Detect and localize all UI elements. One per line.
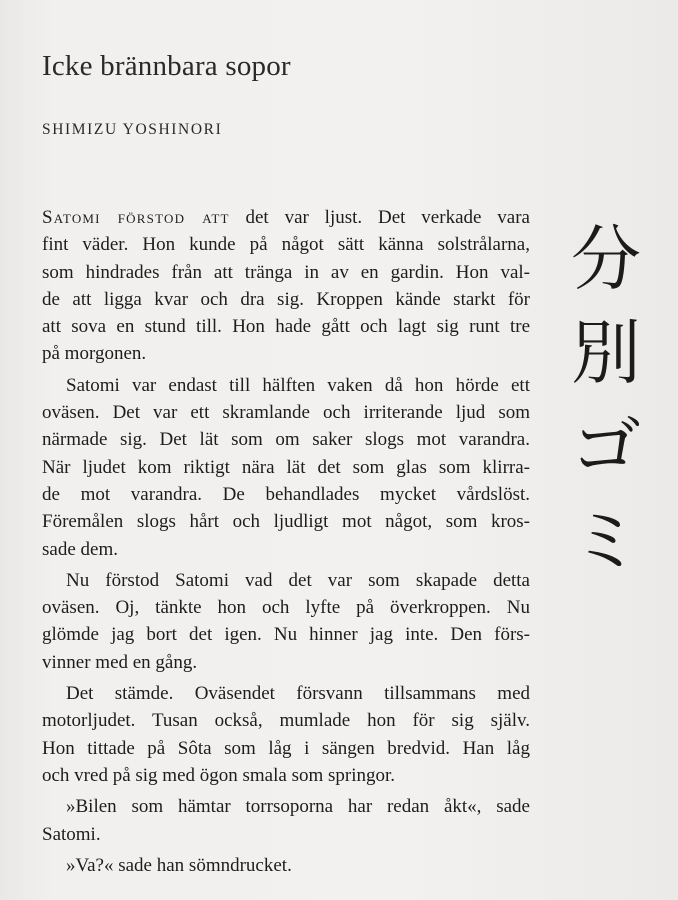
text-line: och vred på sig med ögon smala som springor. <box>42 764 396 786</box>
text-line: att sova en stund till. Hon hade gått och lagt sig runt tre <box>42 316 530 338</box>
text-line: Det stämde. Oväsendet försvann tillsammans med <box>66 683 530 705</box>
text-line: Satomi förstod att det var ljust. Det verkade vara <box>42 207 530 228</box>
text-line: som hindrades från att tränga in av en gardin. Hon val- <box>42 261 530 283</box>
text-line: oväsen. Oj, tänkte hon och lyfte på överkroppen. Nu <box>42 597 530 619</box>
text-line: på morgonen. <box>42 343 147 365</box>
paragraph <box>42 793 530 848</box>
text-line: de att ligga kvar och dra sig. Kroppen kände starkt för <box>42 288 530 310</box>
paragraph <box>42 204 530 368</box>
text-line: Hon tittade på Sôta som låg i sängen bredvid. Han låg <box>42 737 530 759</box>
text-line: Satomi var endast till hälften vaken då hon hörde ett <box>66 374 530 396</box>
small-caps-lead: Satomi förstod att <box>42 207 230 228</box>
text-line: Nu förstod Satomi vad det var som skapade detta <box>66 569 530 591</box>
paragraph <box>42 372 530 563</box>
kanji-char: 別 <box>571 312 641 394</box>
text-line: vinner med en gång. <box>42 651 198 673</box>
paragraph <box>42 567 530 676</box>
vertical-japanese-title <box>566 212 646 588</box>
text-line: de mot varandra. De behandlades mycket vårdslöst. <box>42 483 530 505</box>
katakana-char: ゴ <box>571 406 641 488</box>
paragraph <box>42 680 530 789</box>
chapter-title: Icke brännbara sopor <box>42 50 291 82</box>
text-line: Satomi. <box>42 823 101 845</box>
text-line: fint väder. Hon kunde på något sätt känna solstrålarna, <box>42 234 530 256</box>
story-body <box>42 204 530 879</box>
kanji-char: 分 <box>571 218 641 300</box>
text-line: »Va?« sade han sömndrucket. <box>66 854 292 876</box>
text-line: oväsen. Det var ett skramlande och irriterande ljud som <box>42 402 530 424</box>
author-name: SHIMIZU YOSHINORI <box>42 121 223 138</box>
text-line: När ljudet kom riktigt nära lät det som glas som klirra- <box>42 456 530 478</box>
katakana-char: ミ <box>571 500 641 582</box>
text-line: glömde jag bort det igen. Nu hinner jag inte. Den förs- <box>42 624 530 646</box>
text-line: Föremålen slogs hårt och ljudligt mot något, som kros- <box>42 511 530 533</box>
paragraph <box>42 852 530 879</box>
text-line: »Bilen som hämtar torrsoporna har redan åkt«, sade <box>66 796 530 818</box>
text-line: motorljudet. Tusan också, mumlade hon för sig själv. <box>42 710 530 732</box>
text-line: närmade sig. Det lät som om saker slogs mot varandra. <box>42 429 530 451</box>
text-line: sade dem. <box>42 538 118 560</box>
